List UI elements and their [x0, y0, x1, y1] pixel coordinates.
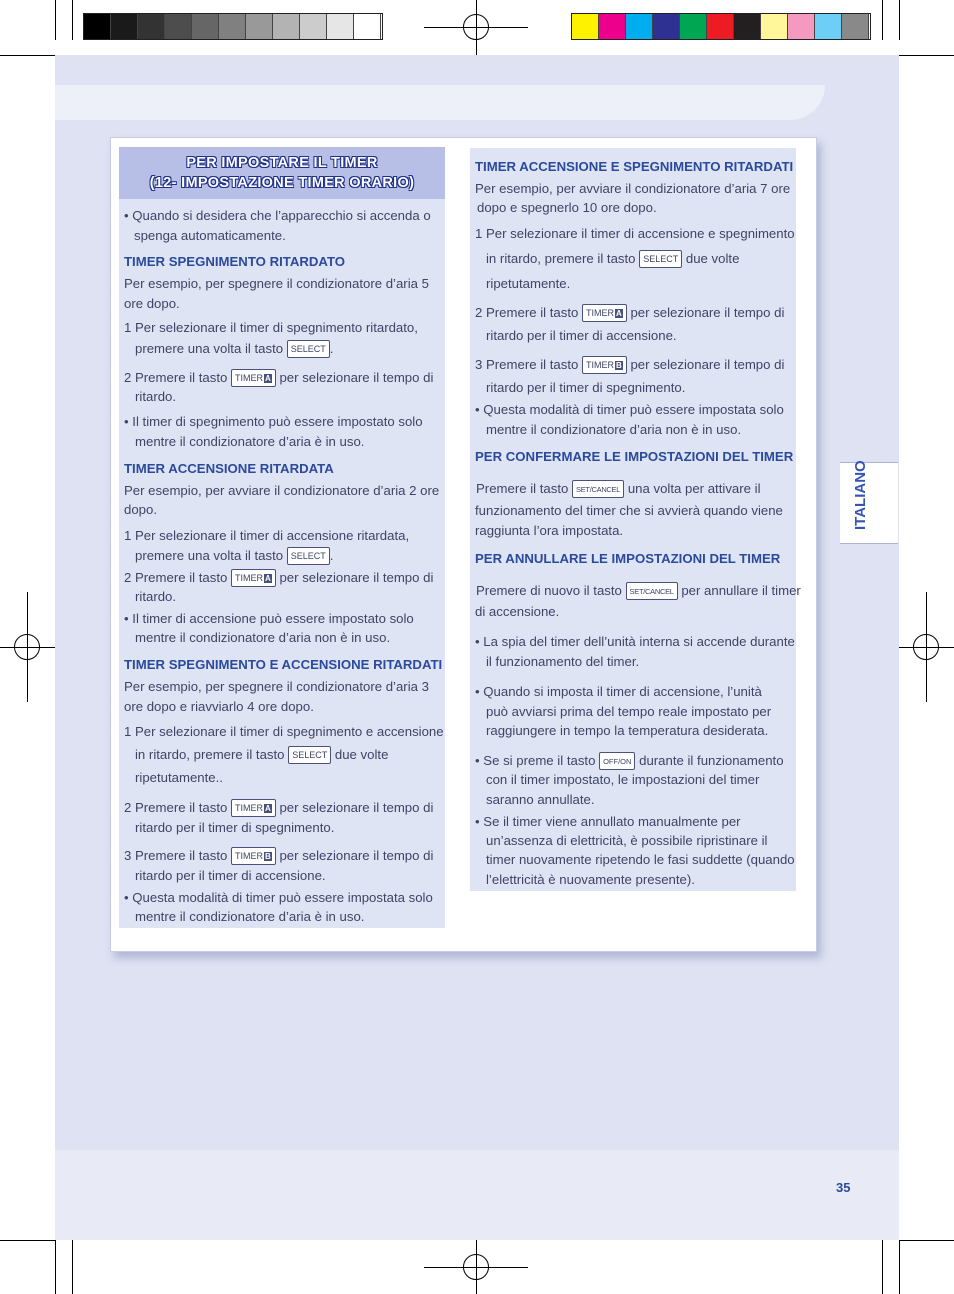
step-text: ritardo.: [135, 389, 177, 404]
registration-circle: [463, 14, 489, 40]
timer-a-button-icon: [231, 369, 276, 387]
section-title: TIMER ACCENSIONE E SPEGNIMENTO RITARDATI: [475, 159, 794, 174]
step-fragment: per selezionare il tempo di: [279, 370, 434, 385]
timer-b-button-icon: [582, 356, 627, 374]
step-fragment: .: [329, 341, 334, 356]
color-swatch: [138, 14, 165, 39]
header-line-2: (12- IMPOSTAZIONE TIMER ORARIO): [149, 175, 415, 191]
registration-circle: [913, 634, 939, 660]
step-fragment: 3 Premere il tasto: [124, 848, 228, 863]
step-fragment: 3 Premere il tasto: [475, 357, 579, 372]
note-text: mentre il condizionatore d’aria è in uso.: [135, 909, 365, 924]
note-text: [475, 751, 784, 771]
off-on-button-icon: OFF/ON: [599, 752, 635, 770]
timer-label: TIMER: [586, 359, 615, 370]
paragraph: dopo e spegnerlo 10 ore dopo.: [477, 200, 657, 215]
step-fragment: per selezionare il tempo di: [279, 570, 434, 585]
note-fragment: durante il funzionamento: [639, 753, 784, 768]
step-text: [475, 355, 784, 375]
select-button-icon: SELECT: [288, 746, 331, 764]
step-fragment: 2 Premere il tasto: [124, 370, 228, 385]
note-text: mentre il condizionatore d’aria non è in uso.: [135, 630, 391, 645]
step-fragment: per selezionare il tempo di: [630, 305, 785, 320]
step-text: [486, 249, 739, 269]
crop-mark: [882, 1240, 883, 1294]
color-swatch: [84, 14, 111, 39]
paragraph-fragment: Premere il tasto: [476, 481, 569, 496]
note-fragment: • Se si preme il tasto: [475, 753, 596, 768]
timer-label: TIMER: [235, 850, 264, 861]
step-text: [135, 546, 333, 566]
section-title: TIMER SPEGNIMENTO RITARDATO: [124, 254, 346, 269]
note-text: • La spia del timer dell’unità interna si accende durante: [475, 634, 795, 649]
timer-label: TIMER: [235, 802, 264, 813]
registration-circle: [14, 634, 40, 660]
step-fragment: premere una volta il tasto: [135, 341, 284, 356]
color-swatch: [354, 14, 381, 39]
crop-mark: [899, 1240, 900, 1294]
note-text: • Questa modalità di timer può essere impostata solo: [124, 890, 433, 905]
color-swatch: [572, 14, 599, 39]
timer-a-button-icon: [231, 569, 276, 587]
step-text: 1 Per selezionare il timer di spegnimento ritardato,: [124, 320, 418, 335]
section-title: PER CONFERMARE LE IMPOSTAZIONI DEL TIMER: [475, 449, 794, 464]
color-swatch: [653, 14, 680, 39]
step-fragment: in ritardo, premere il tasto: [486, 251, 636, 266]
paragraph: Per esempio, per avviare il condizionatore d’aria 7 ore: [475, 181, 791, 196]
step-text: ripetutamente..: [135, 770, 223, 785]
color-swatch: [599, 14, 626, 39]
note-text: timer nuovamente ripetendo le fasi suddette (quando: [486, 852, 795, 867]
set-cancel-button-icon: SET/CANCEL: [572, 480, 624, 498]
paragraph: Per esempio, per avviare il condizionatore d’aria 2 ore: [124, 483, 440, 498]
note-text: • Il timer di accensione può essere impostato solo: [124, 611, 414, 626]
intro-text: • Quando si desidera che l’apparecchio si accenda o: [124, 208, 431, 223]
color-swatch: [273, 14, 300, 39]
step-text: ritardo per il timer di accensione.: [486, 328, 677, 343]
step-text: [124, 798, 433, 818]
note-text: • Questa modalità di timer può essere impostata solo: [475, 402, 784, 417]
step-fragment: .: [329, 548, 334, 563]
paragraph: Per esempio, per spegnere il condizionatore d’aria 5: [124, 276, 429, 291]
step-text: ritardo per il timer di accensione.: [135, 868, 326, 883]
color-swatch: [300, 14, 327, 39]
section-title: PER ANNULLARE LE IMPOSTAZIONI DEL TIMER: [475, 551, 781, 566]
section-title: TIMER SPEGNIMENTO E ACCENSIONE RITARDATI: [124, 657, 443, 672]
timer-label: TIMER: [235, 372, 264, 383]
paragraph: raggiunta l’ora impostata.: [475, 523, 624, 538]
timer-letter: B: [616, 360, 622, 370]
color-swatch: [327, 14, 354, 39]
paragraph-fragment: per annullare il timer: [681, 583, 801, 598]
step-text: 1 Per selezionare il timer di accensione e spegnimento: [475, 226, 795, 241]
crop-mark: [72, 1240, 73, 1294]
timer-letter: B: [265, 851, 271, 861]
step-fragment: per selezionare il tempo di: [630, 357, 785, 372]
color-swatch: [246, 14, 273, 39]
step-fragment: per selezionare il tempo di: [279, 848, 434, 863]
note-text: • Se il timer viene annullato manualmente per: [475, 814, 741, 829]
timer-label: TIMER: [586, 307, 615, 318]
color-swatch: [761, 14, 788, 39]
header-line-1: PER IMPOSTARE IL TIMER: [186, 155, 378, 171]
background-wave: [55, 85, 825, 120]
step-fragment: 2 Premere il tasto: [124, 800, 228, 815]
step-fragment: premere una volta il tasto: [135, 548, 284, 563]
note-text: • Quando si imposta il timer di accensione, l’unità: [475, 684, 762, 699]
color-swatch: [219, 14, 246, 39]
paragraph-fragment: una volta per attivare il: [627, 481, 761, 496]
timer-letter: A: [265, 803, 271, 813]
crop-mark: [899, 1240, 954, 1241]
crop-mark: [55, 1240, 56, 1294]
select-button-icon: SELECT: [287, 547, 330, 565]
intro-text: spenga automaticamente.: [134, 228, 286, 243]
note-text: il funzionamento del timer.: [486, 654, 640, 669]
timer-a-button-icon: [582, 304, 627, 322]
note-text: con il timer impostato, le impostazioni del timer: [486, 772, 760, 787]
crop-mark: [72, 0, 73, 40]
step-text: [124, 846, 433, 866]
step-fragment: due volte: [685, 251, 740, 266]
color-swatch: [680, 14, 707, 39]
paragraph: di accensione.: [475, 604, 560, 619]
step-text: [135, 745, 388, 765]
note-text: un’assenza di elettricità, è possibile ripristinare il: [486, 833, 768, 848]
page-number: 35: [836, 1180, 851, 1195]
step-fragment: due volte: [334, 747, 389, 762]
color-swatch: [165, 14, 192, 39]
note-text: raggiungere in tempo la temperatura desiderata.: [486, 723, 769, 738]
section-header: [119, 147, 445, 199]
crop-mark: [899, 55, 954, 56]
color-swatch: [842, 14, 869, 39]
crop-mark: [899, 0, 900, 40]
paragraph: [476, 479, 761, 499]
step-text: ritardo per il timer di spegnimento.: [135, 820, 335, 835]
crop-mark: [0, 1240, 55, 1241]
background-bottom-band: [55, 1150, 899, 1240]
color-swatch: [111, 14, 138, 39]
paragraph-fragment: Premere di nuovo il tasto: [476, 583, 622, 598]
timer-label: TIMER: [235, 572, 264, 583]
note-text: • Il timer di spegnimento può essere impostato solo: [124, 414, 423, 429]
step-fragment: per selezionare il tempo di: [279, 800, 434, 815]
step-fragment: in ritardo, premere il tasto: [135, 747, 285, 762]
step-text: [135, 339, 333, 359]
language-label: ITALIANO: [852, 460, 869, 530]
grayscale-bar: [83, 13, 383, 40]
color-swatch: [192, 14, 219, 39]
step-text: ritardo per il timer di spegnimento.: [486, 380, 686, 395]
step-text: ripetutamente.: [486, 276, 571, 291]
timer-b-button-icon: [231, 847, 276, 865]
step-text: 1 Per selezionare il timer di accensione ritardata,: [124, 528, 410, 543]
paragraph: [476, 581, 801, 601]
timer-letter: A: [265, 573, 271, 583]
color-swatch: [788, 14, 815, 39]
registration-circle: [463, 1254, 489, 1280]
select-button-icon: SELECT: [639, 250, 682, 268]
note-text: l’elettricità è nuovamente presente).: [486, 872, 695, 887]
color-swatch: [734, 14, 761, 39]
paragraph: dopo.: [124, 502, 158, 517]
note-text: saranno annullate.: [486, 792, 595, 807]
crop-mark: [55, 0, 56, 40]
note-text: mentre il condizionatore d’aria non è in uso.: [486, 422, 742, 437]
paragraph: ore dopo e riavviarlo 4 ore dopo.: [124, 699, 314, 714]
color-swatch: [815, 14, 842, 39]
set-cancel-button-icon: SET/CANCEL: [626, 582, 678, 600]
paragraph: funzionamento del timer che si avvierà quando viene: [475, 503, 783, 518]
color-swatch: [707, 14, 734, 39]
paragraph: ore dopo.: [124, 296, 180, 311]
color-swatch: [626, 14, 653, 39]
section-title: TIMER ACCENSIONE RITARDATA: [124, 461, 334, 476]
step-fragment: 2 Premere il tasto: [475, 305, 579, 320]
step-text: ritardo.: [135, 589, 177, 604]
paragraph: Per esempio, per spegnere il condizionatore d’aria 3: [124, 679, 429, 694]
step-fragment: 2 Premere il tasto: [124, 570, 228, 585]
timer-letter: A: [616, 308, 622, 318]
step-text: 1 Per selezionare il timer di spegnimento e accensione: [124, 724, 444, 739]
select-button-icon: SELECT: [287, 340, 330, 358]
step-text: [475, 303, 784, 323]
timer-letter: A: [265, 373, 271, 383]
crop-mark: [0, 55, 55, 56]
color-bar: [571, 13, 871, 40]
step-text: [124, 368, 433, 388]
note-text: può avviarsi prima del tempo reale impostato per: [486, 704, 772, 719]
crop-mark: [882, 0, 883, 40]
timer-a-button-icon: [231, 799, 276, 817]
note-text: mentre il condizionatore d’aria è in uso.: [135, 434, 365, 449]
step-text: [124, 568, 433, 588]
